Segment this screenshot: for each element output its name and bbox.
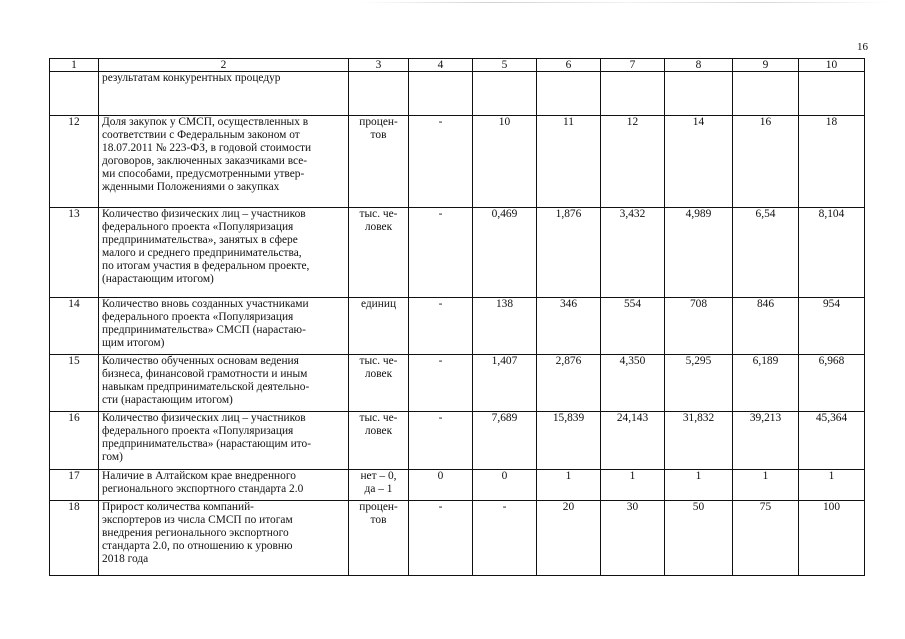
row-value-col-5: 138 — [473, 298, 537, 355]
header-col-1: 1 — [50, 59, 99, 72]
row-value-col-4: - — [409, 116, 473, 208]
table-row — [50, 116, 865, 208]
row-description: Прирост количества компаний- экспортеров из числа СМСП по итогам внедрения регионального экспортного стандарта 2.0, по отношению к уровню 2018 года — [99, 501, 349, 576]
row-value-col-10: 1 — [799, 470, 865, 501]
row-value-col-6: 2,876 — [537, 355, 601, 412]
row-value-col-9: 16 — [733, 116, 799, 208]
row-value-col-4: - — [409, 208, 473, 298]
row-value-col-6: 20 — [537, 501, 601, 576]
row-value-col-7: 554 — [601, 298, 665, 355]
row-number: 18 — [50, 501, 99, 576]
table-header-row — [50, 59, 865, 72]
row-value-col-10: 18 — [799, 116, 865, 208]
row-unit: единиц — [349, 298, 409, 355]
indicators-table — [49, 58, 865, 576]
header-col-5: 5 — [473, 59, 537, 72]
row-value-col-9: 39,213 — [733, 412, 799, 470]
row-value-col-7: 1 — [601, 470, 665, 501]
row-description: результатам конкурентных процедур — [99, 72, 349, 116]
row-description: Количество обученных основам ведения бизнеса, финансовой грамотности и иным навыкам предпринимательской деятельно- сти (нарастающим итогом) — [99, 355, 349, 412]
row-unit: нет – 0, да – 1 — [349, 470, 409, 501]
row-value-col-5: 10 — [473, 116, 537, 208]
row-value-col-8: 4,989 — [665, 208, 733, 298]
row-value-col-5: 0 — [473, 470, 537, 501]
row-description: Количество вновь созданных участниками федерального проекта «Популяризация предпринимательства» СМСП (нарастаю- щим итогом) — [99, 298, 349, 355]
row-value-col-9: 75 — [733, 501, 799, 576]
row-description: Наличие в Алтайском крае внедренного регионального экспортного стандарта 2.0 — [99, 470, 349, 501]
row-value-col-5: 0,469 — [473, 208, 537, 298]
header-col-9: 9 — [733, 59, 799, 72]
row-value-col-6: 346 — [537, 298, 601, 355]
header-col-3: 3 — [349, 59, 409, 72]
row-value-col-9: 6,189 — [733, 355, 799, 412]
row-value-col-8 — [665, 72, 733, 116]
row-value-col-7: 30 — [601, 501, 665, 576]
row-number: 17 — [50, 470, 99, 501]
header-col-8: 8 — [665, 59, 733, 72]
row-value-col-10: 954 — [799, 298, 865, 355]
row-value-col-6: 15,839 — [537, 412, 601, 470]
row-unit: тыс. че- ловек — [349, 355, 409, 412]
row-value-col-4: - — [409, 298, 473, 355]
row-number: 15 — [50, 355, 99, 412]
header-col-7: 7 — [601, 59, 665, 72]
row-value-col-6: 1,876 — [537, 208, 601, 298]
header-col-10: 10 — [799, 59, 865, 72]
row-value-col-10: 45,364 — [799, 412, 865, 470]
row-value-col-8: 31,832 — [665, 412, 733, 470]
table-row — [50, 470, 865, 501]
row-unit — [349, 72, 409, 116]
header-col-6: 6 — [537, 59, 601, 72]
row-value-col-4: - — [409, 501, 473, 576]
row-value-col-6 — [537, 72, 601, 116]
header-col-2: 2 — [99, 59, 349, 72]
row-value-col-5: 1,407 — [473, 355, 537, 412]
row-value-col-7: 4,350 — [601, 355, 665, 412]
row-unit: процен- тов — [349, 116, 409, 208]
row-value-col-7: 12 — [601, 116, 665, 208]
row-value-col-10: 6,968 — [799, 355, 865, 412]
row-description: Доля закупок у СМСП, осуществленных в соответствии с Федеральным законом от 18.07.2011 № 223-ФЗ, в годовой стоимости договоров, заключенных заказчиками все- ми способами, предусмотренными утвер- жденными Положениями о закупках — [99, 116, 349, 208]
row-value-col-6: 1 — [537, 470, 601, 501]
row-value-col-7: 3,432 — [601, 208, 665, 298]
row-value-col-9: 846 — [733, 298, 799, 355]
row-value-col-10: 100 — [799, 501, 865, 576]
table-row-continuation — [50, 72, 865, 116]
row-value-col-6: 11 — [537, 116, 601, 208]
table-row — [50, 208, 865, 298]
row-value-col-8: 1 — [665, 470, 733, 501]
row-number: 16 — [50, 412, 99, 470]
row-value-col-7: 24,143 — [601, 412, 665, 470]
page-number: 16 — [857, 41, 868, 53]
row-value-col-9 — [733, 72, 799, 116]
row-number: 12 — [50, 116, 99, 208]
row-description: Количество физических лиц – участников федерального проекта «Популяризация предпринимательства», занятых в сфере малого и среднего предпринимательства, по итогам участия в федеральном проекте, (нарастающим итогом) — [99, 208, 349, 298]
row-unit: процен- тов — [349, 501, 409, 576]
row-number: 14 — [50, 298, 99, 355]
row-value-col-8: 5,295 — [665, 355, 733, 412]
row-value-col-4: - — [409, 412, 473, 470]
row-value-col-8: 50 — [665, 501, 733, 576]
row-number — [50, 72, 99, 116]
header-col-4: 4 — [409, 59, 473, 72]
table-row — [50, 298, 865, 355]
row-value-col-8: 14 — [665, 116, 733, 208]
row-unit: тыс. че- ловек — [349, 208, 409, 298]
row-description: Количество физических лиц – участников федерального проекта «Популяризация предпринимательства» (нарастающим ито- гом) — [99, 412, 349, 470]
row-value-col-9: 1 — [733, 470, 799, 501]
table-row — [50, 501, 865, 576]
row-value-col-4 — [409, 72, 473, 116]
table-row — [50, 412, 865, 470]
row-value-col-5: - — [473, 501, 537, 576]
scan-noise-line — [360, 2, 890, 3]
row-value-col-8: 708 — [665, 298, 733, 355]
row-value-col-7 — [601, 72, 665, 116]
row-number: 13 — [50, 208, 99, 298]
row-value-col-9: 6,54 — [733, 208, 799, 298]
row-value-col-10 — [799, 72, 865, 116]
row-value-col-10: 8,104 — [799, 208, 865, 298]
table-row — [50, 355, 865, 412]
row-unit: тыс. че- ловек — [349, 412, 409, 470]
row-value-col-4: - — [409, 355, 473, 412]
row-value-col-4: 0 — [409, 470, 473, 501]
row-value-col-5: 7,689 — [473, 412, 537, 470]
row-value-col-5 — [473, 72, 537, 116]
